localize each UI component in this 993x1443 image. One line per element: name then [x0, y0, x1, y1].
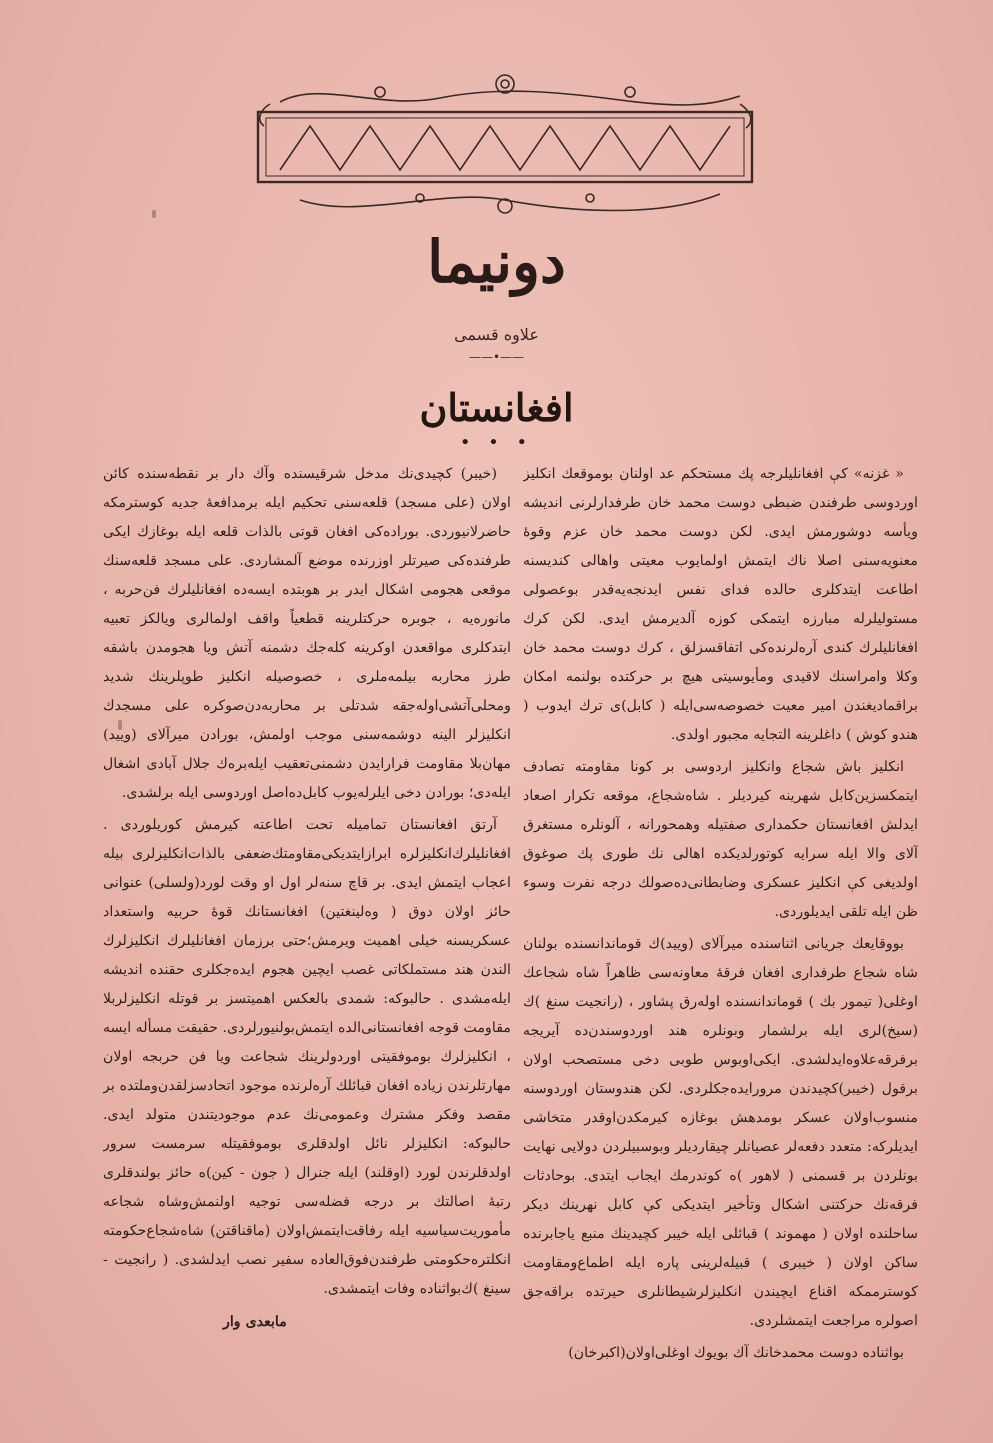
paragraph: انكلیز باش شجاع وانكلیز اردوسی بر كونا مقاومته تصادف ایتمكسزین‌كابل شهرینه كیردیلر . شاه‌شجاع، موقعه تكرار اصعاد ایدلش افغانستان حكمدارى صفتیله وهمحورانه ، آلونلره مستغرق آلای والا ایله سرایه كوتورلدیكده اهالی نك طوری پك صوغوق اولدیغی كې انكلیز عسكری وضابطانی‌ده‌صولك درجه نفرت وسوء ظن ایله تلقی ایدیلوردی. — [523, 759, 918, 920]
decorative-header-ornament-icon — [240, 70, 770, 220]
article-left-column — [103, 460, 511, 1360]
paragraph: (خیبر) كچیدی‌نك مدخل شرقیسنده وآك دار بر نقطه‌سنده كائن اولان (علی مسجد) قلعه‌سنی تحكیم ایله برمدافعۀ جدیه كوسترمكه حاضرلانیوردی. بوراده‌كی افغان قوتی بالذات قلعه ایله بوغازك ایكی طرفنده‌كی صیرتلر اوزرنده موضع آلمشاردی. علی مسجد قلعه‌سنك موقعی هجومی اشكال ایدر بر هوبتده ایسه‌ده افغانلیلرك فن‌حربه ، مانوره‌یه ، جوبره حركتلرینه قطعیاً واقف اولمالرى ویالكز تعبیه ایتدكلری مواقعدن اوكرینه كلەجك دشمنه آتش ویا هجومدن باشقه طرز محاربه بیلمه‌ملری ، خصوصیله انكلیز طوپلرینك شدید ومحلی‌آتشی‌اوله‌جقه شدتلی بر محاربه‌دن‌صوكره علی مسجدك انكلیزلر الینه دوشمه‌سنی موجب اولمش، بورادن میرآلای (ویید) مهان‌بلا مقاومت فرارایدن دشمنی‌تعقیب ایله‌برەك جلال آبادی اشغال ایلەدی؛ بورادن دخی ایلرله‌یوب كابل‌ده‌اصل اوردوسی ایله برلشدی. — [103, 466, 511, 801]
binding-mark — [152, 210, 156, 218]
article-heading: افغانستان — [419, 385, 574, 430]
masthead-separator: ——•—— — [468, 350, 525, 364]
paragraph: بووقایعك جریانی اثناسنده میرآلای (ویید)ك قوماندانسنده بولنان شاه شجاع طرفداری افغان فرقۀ معاونه‌سی ظاهراً شاه شجاعك اوغلی( تیمور بك ) قوماندانسنده اولەرق پشاور ، (رانجیت سنغ )ك (سیخ)لری ایله برلشمار وبونلره هند اوردوسندن‌ده آیریجه برفرقه‌علاوه‌ایدلشدی. ایكی‌اوبوس طوبی دخی مستصحب اولان برقول (خیبر)كچیدندن مروراید‌ه‌جكلردی. لكن هندوستان اوردوسنه منسوب‌اولان عسكر بومدهش بوغازه كیرمكدن‌اوقدر متخاشی ایدیلركه: متعدد دفعه‌لر عصیانلر چیقاردیلر وبوسبیلردن دولایی نهایت بونلردن بر قسمنی ( لاهور )ه كوندرمك ایجاب ایتدی. بوحادثات فرقه‌نك حركتنی اشكال وتأخیر ایتدیكی كې كابل نهرینك دیكر ساحلنده اولان ( مهموند ) قبائلی ایله خیبر كچیدینك منبع یاجابرنده ساكن اولان ( خیبری ) قبیله‌لرینی پاره ایله اطماع‌ومقاومت كوسترممكه اقناع ایچیندن انكلیزلرشیطانلری حیرتده براقه‌جق اصولره مراجعت ایتمشلردی. — [523, 936, 918, 1329]
masthead-title: دونیما — [427, 228, 566, 296]
article-right-column — [523, 460, 918, 1360]
binding-mark — [118, 720, 122, 730]
article-separator: • • • — [459, 432, 534, 453]
masthead-subtitle: علاوه قسمی — [454, 325, 539, 344]
paragraph: آرتق افغانستان تمامیله تحت اطاعته كیرمش كوریلوردی . افغانلیلرك‌انكلیزلره ابرازایتدیكی‌مقاومتك‌ضعفی بالذات‌انكلیزلری بیله اعجاب ایتمش ایدی. بر قاچ سنه‌لر اول او وقت لورد(ولسلی) عنوانی حائز اولان دوق ( وەلینغتین) افغانستانك قوۀ حربیه واستعداد عسكریسنه خیلی اهمیت ویرمش؛حتی برزمان افغانلیلرك انكلیزلرك الندن هند مستملكاتی غصب ایچین هجوم ایده‌جكلری حقنده اندیشه ایله‌مشدی . حالبوكه: شمدی بالعكس اهمیتسز بر قوتله انكلیزلربلا مقاومت قوجه افغانستانی‌الده ایتمش‌بولنیورلردی. حقیقت مسأله ایسه ، انكلیزلرك بوموفقیتی اوردولرینك شجاعت ویا فن حربجه اولان مهارتلرندن زیاده افغان قبائلك آرەلرنده موجود اتحادسزلقدن‌وملتده بر مقصد وفكر مشترك وعمومی‌نك عدم موجودیتندن متولد ایدی. حالبوكه: انكلیزلر نائل اولدقلری بوموفقیتله سرمست سرور اولدقلرندن لورد (اوقلند) ایله جنرال ( جون - كین)ه حائز بولندقلری رتبۀ اصالتك بر درجه فضله‌سی توجیه اولنمش‌وشاه شجاعه مأموریت‌سیاسیه ایله رفاقت‌ایتمش‌اولان (ماقناقتن) شاه‌شجاع‌حكومته انكلتره‌حكومتی طرفندن‌فوق‌العاده سفیر نصب ایدلشدی. ( رانجیت - سینغ )ك‌بواثناده وفات ایتمشدی. — [103, 817, 511, 1297]
paragraph: بواثناده دوست محمدخانك آك بویوك اوغلی‌اولان(اكبرخان) — [568, 1345, 904, 1360]
continued-label: مابعدی وار — [223, 1314, 287, 1330]
paragraph: « غزنه» كې افغانلیلرجه پك مستحكم عد اولنان بوموقعك انكلیز اوردوسی طرفندن ضبطی دوست محمد خان طرفدارلرنی اندیشه ویأسه دوشورمش ایدی. لكن دوست محمد خان عزم وقوۀ معنویه‌سنی اصلا ناك ایتمش اولمایوب معیتی واهالی كندیسنه اطاعت ایتدكلری حالده فدای نفس ایدنجه‌یه‌قدر بوعصولی مستولیلرله مبارزه ایتمكی كوزه آلدیرمش ایدی. لكن كرك افغانلیلرك كندی آرەلرندەكی اتفاقسزلق ، كرك دوست محمد خان وكلا وامراسنك لاقیدی ومأیوسیتی هیچ بر حركتده بولنمه امكان براقمادیغندن امیر معیت خصوصه‌سی‌ایله ( كابل)ی ترك ایدوب ( هندو كوش ) داغلرینه التجایه مجبور اولدی. — [523, 466, 918, 743]
